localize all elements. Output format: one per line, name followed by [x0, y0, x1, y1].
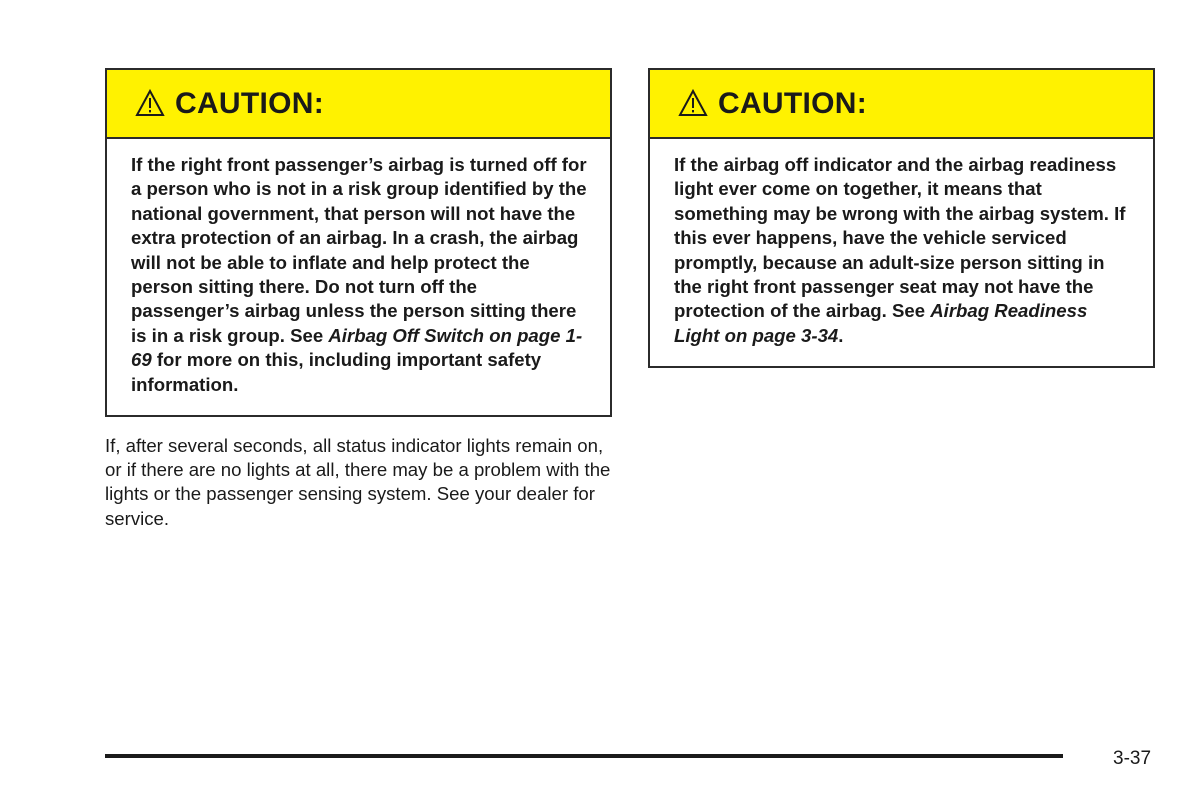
caution-box-right: [648, 68, 1155, 368]
caution-header: [650, 70, 1153, 139]
warning-triangle-icon: [678, 89, 708, 117]
caution-box-left: [105, 68, 612, 417]
caution-title: CAUTION:: [718, 86, 868, 120]
caution-title: CAUTION:: [175, 86, 325, 120]
cross-reference-link[interactable]: Airbag Off Switch on page 1-69: [131, 324, 583, 371]
caution-text: If the right front passenger’s airbag is turned off for a person who is not in a risk group identified by the national government, that person will not have the extra protection of an airbag. In a crash, the airbag will not be able to inflate and help protect the person sitting there. Do not turn off the passenger’s airbag unless the person sitting there is in a risk group. See Airbag Off Switch on page 1-69 for more on this, including important safety information.: [131, 154, 587, 395]
caution-header: [107, 70, 610, 139]
warning-triangle-icon: [135, 89, 165, 117]
cross-reference-link[interactable]: Airbag Readiness Light on page 3-34: [674, 300, 1088, 346]
body-paragraph: If, after several seconds, all status indicator lights remain on, or if there are no lights at all, there may be a problem with the lights or the passenger sensing system. See your dealer for service.: [105, 435, 611, 529]
caution-text: If the airbag off indicator and the airbag readiness light ever come on together, it means that something may be wrong with the airbag system. If this ever happens, have the vehicle serviced promptly, because an adult-size person sitting in the right front passenger seat may not have the protection of the airbag. See Airbag Readiness Light on page 3-34.: [674, 154, 1126, 346]
footer-divider: [105, 754, 1063, 758]
page-number: 3-37: [1113, 748, 1152, 769]
